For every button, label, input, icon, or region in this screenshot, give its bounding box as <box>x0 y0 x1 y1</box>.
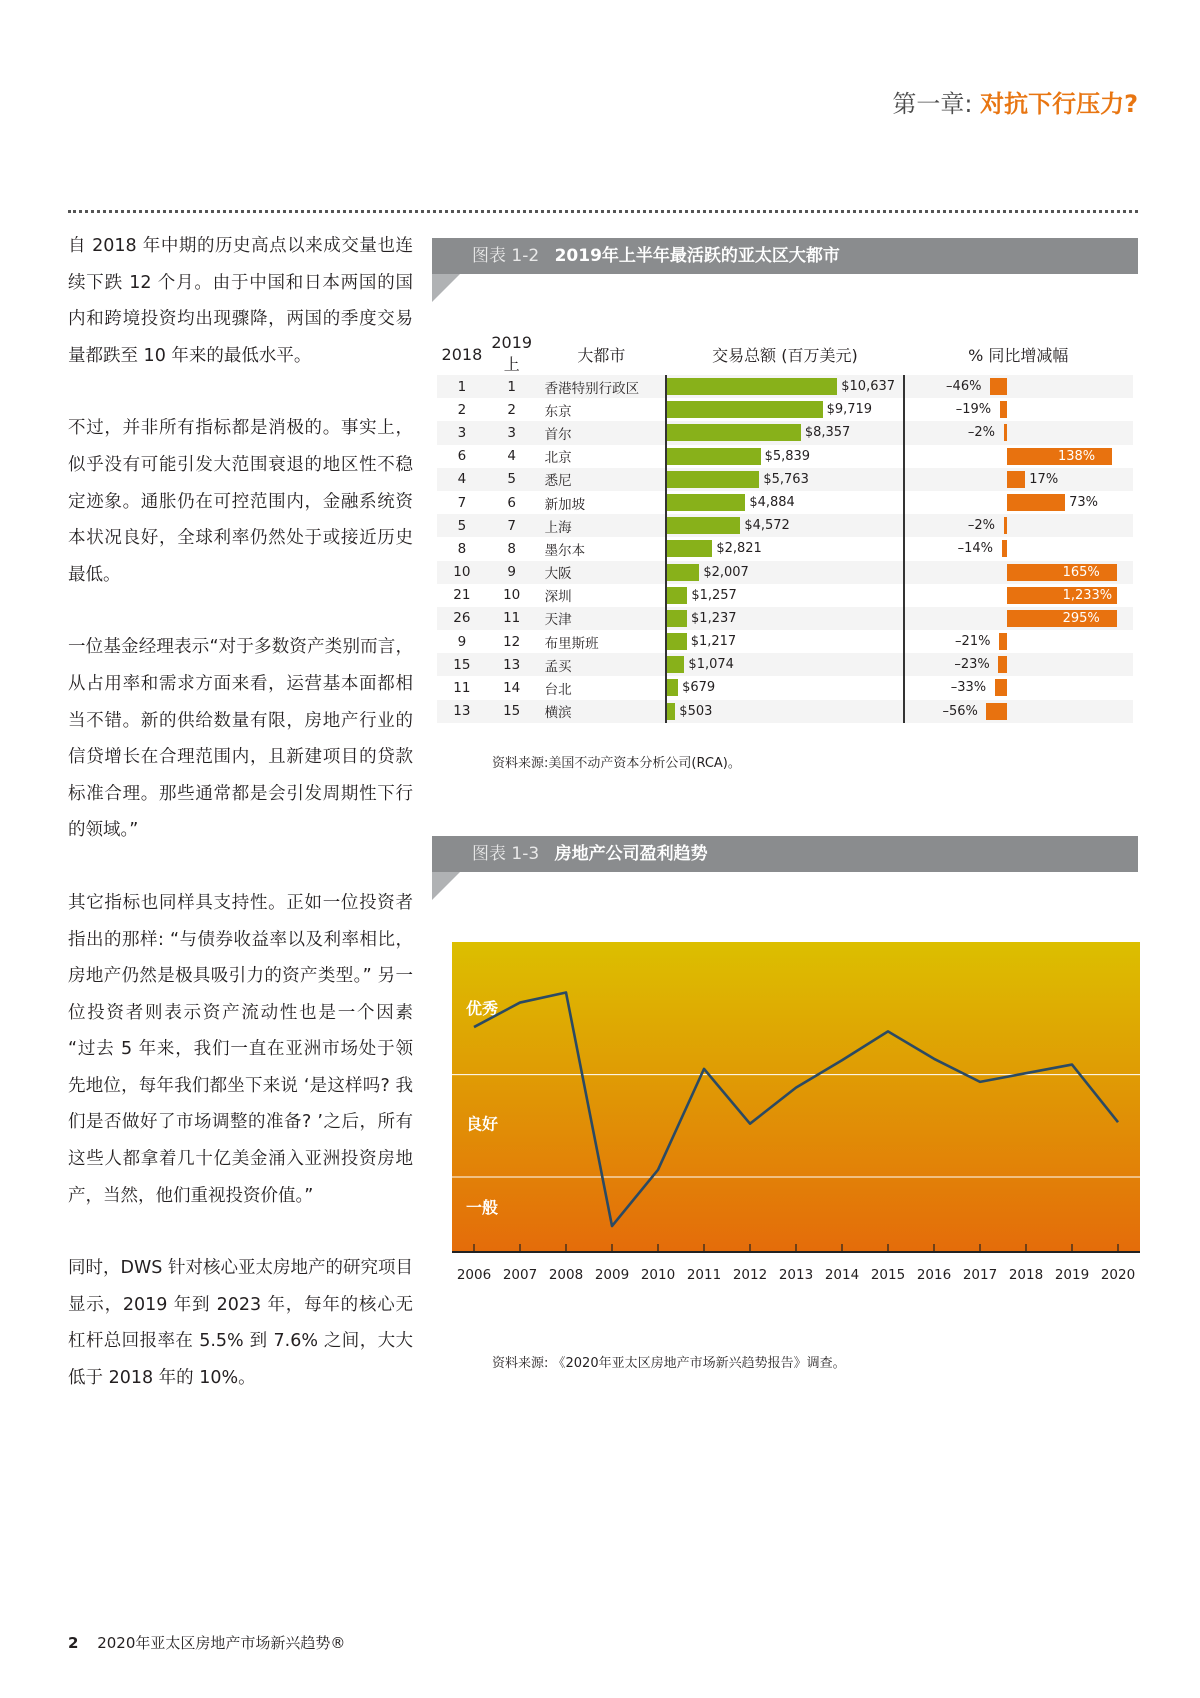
figure-1-banner <box>432 238 1138 274</box>
volume-cell <box>666 375 903 398</box>
volume-label: $5,839 <box>764 448 811 464</box>
rank-2019-cell: 2 <box>507 401 516 418</box>
city-cell: 悉尼 <box>537 468 667 491</box>
change-label: –23% <box>954 657 990 673</box>
x-tick-label: 2011 <box>686 1267 722 1282</box>
paragraph-5: 同时，DWS 针对核心亚太房地产的研究项目显示，2019 年到 2023 年，每年的核心无杠杆总回报率在 5.5% 到 7.6% 之间，大大低于 2018 年的 10%。 <box>68 1258 413 1389</box>
x-tick-label: 2012 <box>732 1267 768 1282</box>
change-label: –21% <box>955 634 991 650</box>
change-cell <box>904 561 1133 584</box>
change-cell <box>904 398 1133 421</box>
paragraph-1: 自 2018 年中期的历史高点以来成交量也连续下跌 12 个月。由于中国和日本两国的国内和跨境投资均出现骤降，两国的季度交易量都跌至 10 年来的最低水平。 <box>68 236 413 366</box>
chart-background <box>452 942 1140 1252</box>
rank-2019-cell: 8 <box>507 540 516 557</box>
volume-bar <box>667 401 822 418</box>
x-tick-label: 2013 <box>778 1267 814 1282</box>
change-cell <box>904 514 1133 537</box>
metro-table-header <box>437 333 1133 375</box>
change-label: 165% <box>1062 564 1100 580</box>
volume-bar <box>667 679 678 696</box>
city-cell: 大阪 <box>537 561 667 584</box>
volume-bar <box>667 448 760 465</box>
volume-cell <box>666 468 903 491</box>
rank-2019-cell: 11 <box>487 607 537 630</box>
volume-cell <box>666 398 903 421</box>
x-tick-label: 2009 <box>594 1267 630 1282</box>
paragraph-3: 一位基金经理表示“对于多数资产类别而言，从占用率和需求方面来看，运营基本面都相当不错。新的供给数量有限，房地产行业的信贷增长在合理范围内，且新建项目的贷款标准合理。那些通常都是会引发周期性下行的领域。” <box>68 637 413 841</box>
rank-2018-cell: 15 <box>437 653 487 676</box>
volume-cell <box>666 607 903 630</box>
x-tick-label: 2019 <box>1054 1267 1090 1282</box>
volume-label: $1,237 <box>691 610 737 626</box>
change-label: 295% <box>1062 610 1100 626</box>
change-bar <box>998 656 1006 673</box>
city-cell: 深圳 <box>544 589 572 606</box>
x-tick-label: 2018 <box>1008 1267 1044 1282</box>
body-text <box>68 228 413 1433</box>
metro-row <box>437 630 1133 653</box>
metro-row <box>437 700 1133 723</box>
metro-row <box>437 676 1133 699</box>
figure-2-banner-fold <box>432 872 460 900</box>
volume-label: $8,357 <box>804 425 851 441</box>
change-label: 17% <box>1029 471 1059 487</box>
change-cell <box>904 445 1133 468</box>
x-tick-label: 2010 <box>640 1267 676 1282</box>
volume-bar <box>667 424 801 441</box>
figure-1-banner-fold <box>432 274 460 302</box>
city-cell: 香港特别行政区 <box>537 375 667 398</box>
rank-2018-cell: 11 <box>453 680 471 697</box>
change-label: –46% <box>946 379 982 394</box>
header-rank-2018: 2018 <box>441 344 483 364</box>
volume-bar <box>667 540 712 557</box>
rank-2018-cell: 9 <box>457 633 467 650</box>
city-cell: 北京 <box>544 450 572 467</box>
change-label: –19% <box>955 402 992 418</box>
figure-1-title: 2019年上半年最活跃的亚太区大都市 <box>554 246 840 266</box>
change-cell <box>904 468 1133 491</box>
volume-bar <box>667 517 740 534</box>
rank-2019-cell: 6 <box>507 494 516 511</box>
header-rank-2019: 2019上 <box>491 333 533 374</box>
volume-label: $2,007 <box>703 564 749 580</box>
header-change: % 同比增减幅 <box>968 345 1069 365</box>
rank-2019-cell: 7 <box>487 514 537 537</box>
rank-2019-cell: 13 <box>487 653 537 676</box>
change-cell <box>904 676 1133 699</box>
rank-2019-cell: 15 <box>487 700 537 723</box>
rank-2018-cell: 1 <box>437 375 487 398</box>
change-bar <box>999 633 1007 650</box>
figure-2-number: 图表 1-3 <box>472 844 540 864</box>
change-cell <box>904 700 1133 723</box>
city-cell: 横滨 <box>537 700 667 723</box>
metro-row <box>437 375 1133 398</box>
rank-2019-cell: 14 <box>503 680 521 697</box>
volume-label: $9,719 <box>826 402 873 418</box>
city-cell: 首尔 <box>537 421 667 444</box>
metro-row <box>437 421 1133 444</box>
rank-2018-cell: 6 <box>457 448 467 465</box>
figure-2-title: 房地产公司盈利趋势 <box>554 844 708 864</box>
x-tick-label: 2020 <box>1100 1267 1136 1282</box>
change-cell <box>904 537 1133 560</box>
volume-cell <box>666 445 903 468</box>
volume-bar <box>667 703 675 720</box>
rank-2019-cell: 3 <box>487 421 537 444</box>
rank-2018-cell: 13 <box>437 700 487 723</box>
rank-2018-cell: 21 <box>453 587 471 604</box>
metro-row <box>437 491 1133 514</box>
figure-2-source: 资料来源: 《2020年亚太区房地产市场新兴趋势报告》调查。 <box>492 1356 846 1371</box>
volume-label: $4,884 <box>749 494 795 510</box>
band-label: 一般 <box>466 1198 499 1218</box>
change-bar <box>995 679 1007 696</box>
volume-cell <box>666 491 903 514</box>
change-bar <box>1004 517 1007 534</box>
volume-label: $1,217 <box>690 634 737 650</box>
city-cell: 台北 <box>544 682 572 699</box>
volume-bar <box>667 494 745 511</box>
volume-bar <box>667 656 684 673</box>
volume-cell <box>666 537 903 560</box>
city-cell: 新加坡 <box>544 496 586 513</box>
chapter-title: 对抗下行压力? <box>980 90 1138 118</box>
rank-2019-cell: 1 <box>487 375 537 398</box>
change-bar <box>1007 610 1117 627</box>
volume-cell <box>666 676 903 699</box>
change-cell <box>904 607 1133 630</box>
change-label: 138% <box>1057 448 1096 464</box>
x-tick-label: 2016 <box>916 1267 952 1282</box>
city-cell: 孟买 <box>537 653 667 676</box>
rank-2018-cell: 8 <box>457 540 467 557</box>
volume-label: $4,572 <box>744 518 790 534</box>
volume-label: $1,074 <box>688 657 734 673</box>
volume-bar <box>667 587 687 604</box>
change-cell <box>904 584 1133 607</box>
rank-2018-cell: 26 <box>437 607 487 630</box>
change-label: –2% <box>967 518 995 534</box>
figure-1-source: 资料来源:美国不动产资本分析公司(RCA)。 <box>492 756 741 771</box>
metro-row <box>437 445 1133 468</box>
volume-bar <box>667 610 687 627</box>
rank-2018-cell: 10 <box>437 561 487 584</box>
volume-cell <box>666 630 903 653</box>
figure-1-number: 图表 1-2 <box>472 246 540 266</box>
profit-trend-chart <box>452 942 1140 1282</box>
chapter-prefix: 第一章: <box>892 90 973 118</box>
change-label: –14% <box>957 541 993 557</box>
city-cell: 东京 <box>544 403 572 420</box>
volume-label: $5,763 <box>763 471 809 487</box>
change-bar <box>1004 424 1007 441</box>
header-city: 大都市 <box>577 345 626 365</box>
change-label: –33% <box>950 680 987 696</box>
page-footer <box>68 1632 345 1653</box>
volume-bar <box>667 564 699 581</box>
change-bar <box>990 378 1007 395</box>
band-label: 优秀 <box>466 999 499 1019</box>
x-tick-label: 2015 <box>870 1267 906 1282</box>
rank-2018-cell: 7 <box>457 494 467 511</box>
rank-2019-cell: 12 <box>503 633 521 650</box>
rank-2019-cell: 9 <box>487 561 537 584</box>
rank-2019-cell: 4 <box>507 448 516 465</box>
x-tick-label: 2006 <box>456 1267 492 1282</box>
volume-label: $679 <box>682 680 716 696</box>
metro-row <box>437 468 1133 491</box>
change-cell <box>904 653 1133 676</box>
change-cell <box>904 421 1133 444</box>
volume-cell <box>666 421 903 444</box>
paragraph-4: 其它指标也同样具支持性。正如一位投资者指出的那样: “与债券收益率以及利率相比，房地产仍然是极具吸引力的资产类型。” 另一位投资者则表示资产流动性也是一个因素 “过去 5 年来，我们一直在亚洲市场处于领先地位，每年我们都坐下来说 ‘是这样吗? 我们是否做好了市场调整的准备? ’之后，所有这些人都拿着几十亿美金涌入亚洲投资房地产，当然，他们重视投资价值。” <box>68 892 413 1206</box>
metro-row <box>437 537 1133 560</box>
change-cell <box>904 630 1133 653</box>
publication-title: 2020年亚太区房地产市场新兴趋势® <box>97 1634 346 1652</box>
volume-cell <box>666 561 903 584</box>
metro-row <box>437 653 1133 676</box>
change-bar <box>1000 401 1007 418</box>
volume-cell <box>666 700 903 723</box>
x-tick-label: 2008 <box>548 1267 584 1282</box>
volume-bar <box>667 471 759 488</box>
change-bar <box>1002 540 1007 557</box>
rank-2019-cell: 10 <box>503 587 521 604</box>
metro-table <box>437 333 1133 723</box>
volume-bar <box>667 633 686 650</box>
page-number: 2 <box>68 1634 79 1652</box>
change-label: 1,233% <box>1062 587 1113 603</box>
x-tick-label: 2007 <box>502 1267 538 1282</box>
chapter-heading <box>892 84 1138 119</box>
volume-label: $2,821 <box>716 541 762 557</box>
rank-2019-cell: 5 <box>487 468 537 491</box>
change-cell <box>904 491 1133 514</box>
city-cell: 墨尔本 <box>544 542 586 559</box>
change-cell <box>904 375 1133 398</box>
volume-label: $10,637 <box>841 379 896 394</box>
figure-2-banner <box>432 836 1138 872</box>
header-volume: 交易总额 (百万美元) <box>712 345 858 365</box>
change-label: –2% <box>967 425 995 441</box>
paragraph-2: 不过，并非所有指标都是消极的。事实上，似乎没有可能引发大范围衰退的地区性不稳定迹象。通胀仍在可控范围内，金融系统资本状况良好，全球利率仍然处于或接近历史最低。 <box>68 418 413 585</box>
metro-row <box>437 607 1133 630</box>
metro-row <box>437 398 1133 421</box>
volume-cell <box>666 514 903 537</box>
change-label: 73% <box>1069 494 1099 510</box>
change-bar <box>986 703 1006 720</box>
metro-table-body <box>437 375 1133 723</box>
metro-row <box>437 584 1133 607</box>
x-tick-label: 2014 <box>824 1267 860 1282</box>
change-bar <box>1007 494 1066 511</box>
city-cell: 上海 <box>537 514 667 537</box>
rank-2018-cell: 2 <box>457 401 467 418</box>
volume-label: $1,257 <box>691 587 737 603</box>
rank-2018-cell: 3 <box>437 421 487 444</box>
change-bar <box>1007 564 1117 581</box>
band-label: 良好 <box>466 1114 499 1134</box>
change-bar <box>1007 471 1026 488</box>
metro-row <box>437 561 1133 584</box>
volume-label: $503 <box>679 703 713 719</box>
volume-cell <box>666 653 903 676</box>
city-cell: 天津 <box>537 607 667 630</box>
metro-row <box>437 514 1133 537</box>
rank-2018-cell: 5 <box>437 514 487 537</box>
volume-cell <box>666 584 903 607</box>
rank-2018-cell: 4 <box>437 468 487 491</box>
dotted-divider <box>68 210 1138 213</box>
x-tick-label: 2017 <box>962 1267 998 1282</box>
volume-bar <box>667 378 837 395</box>
city-cell: 布里斯班 <box>544 635 599 652</box>
change-label: –56% <box>942 703 978 719</box>
